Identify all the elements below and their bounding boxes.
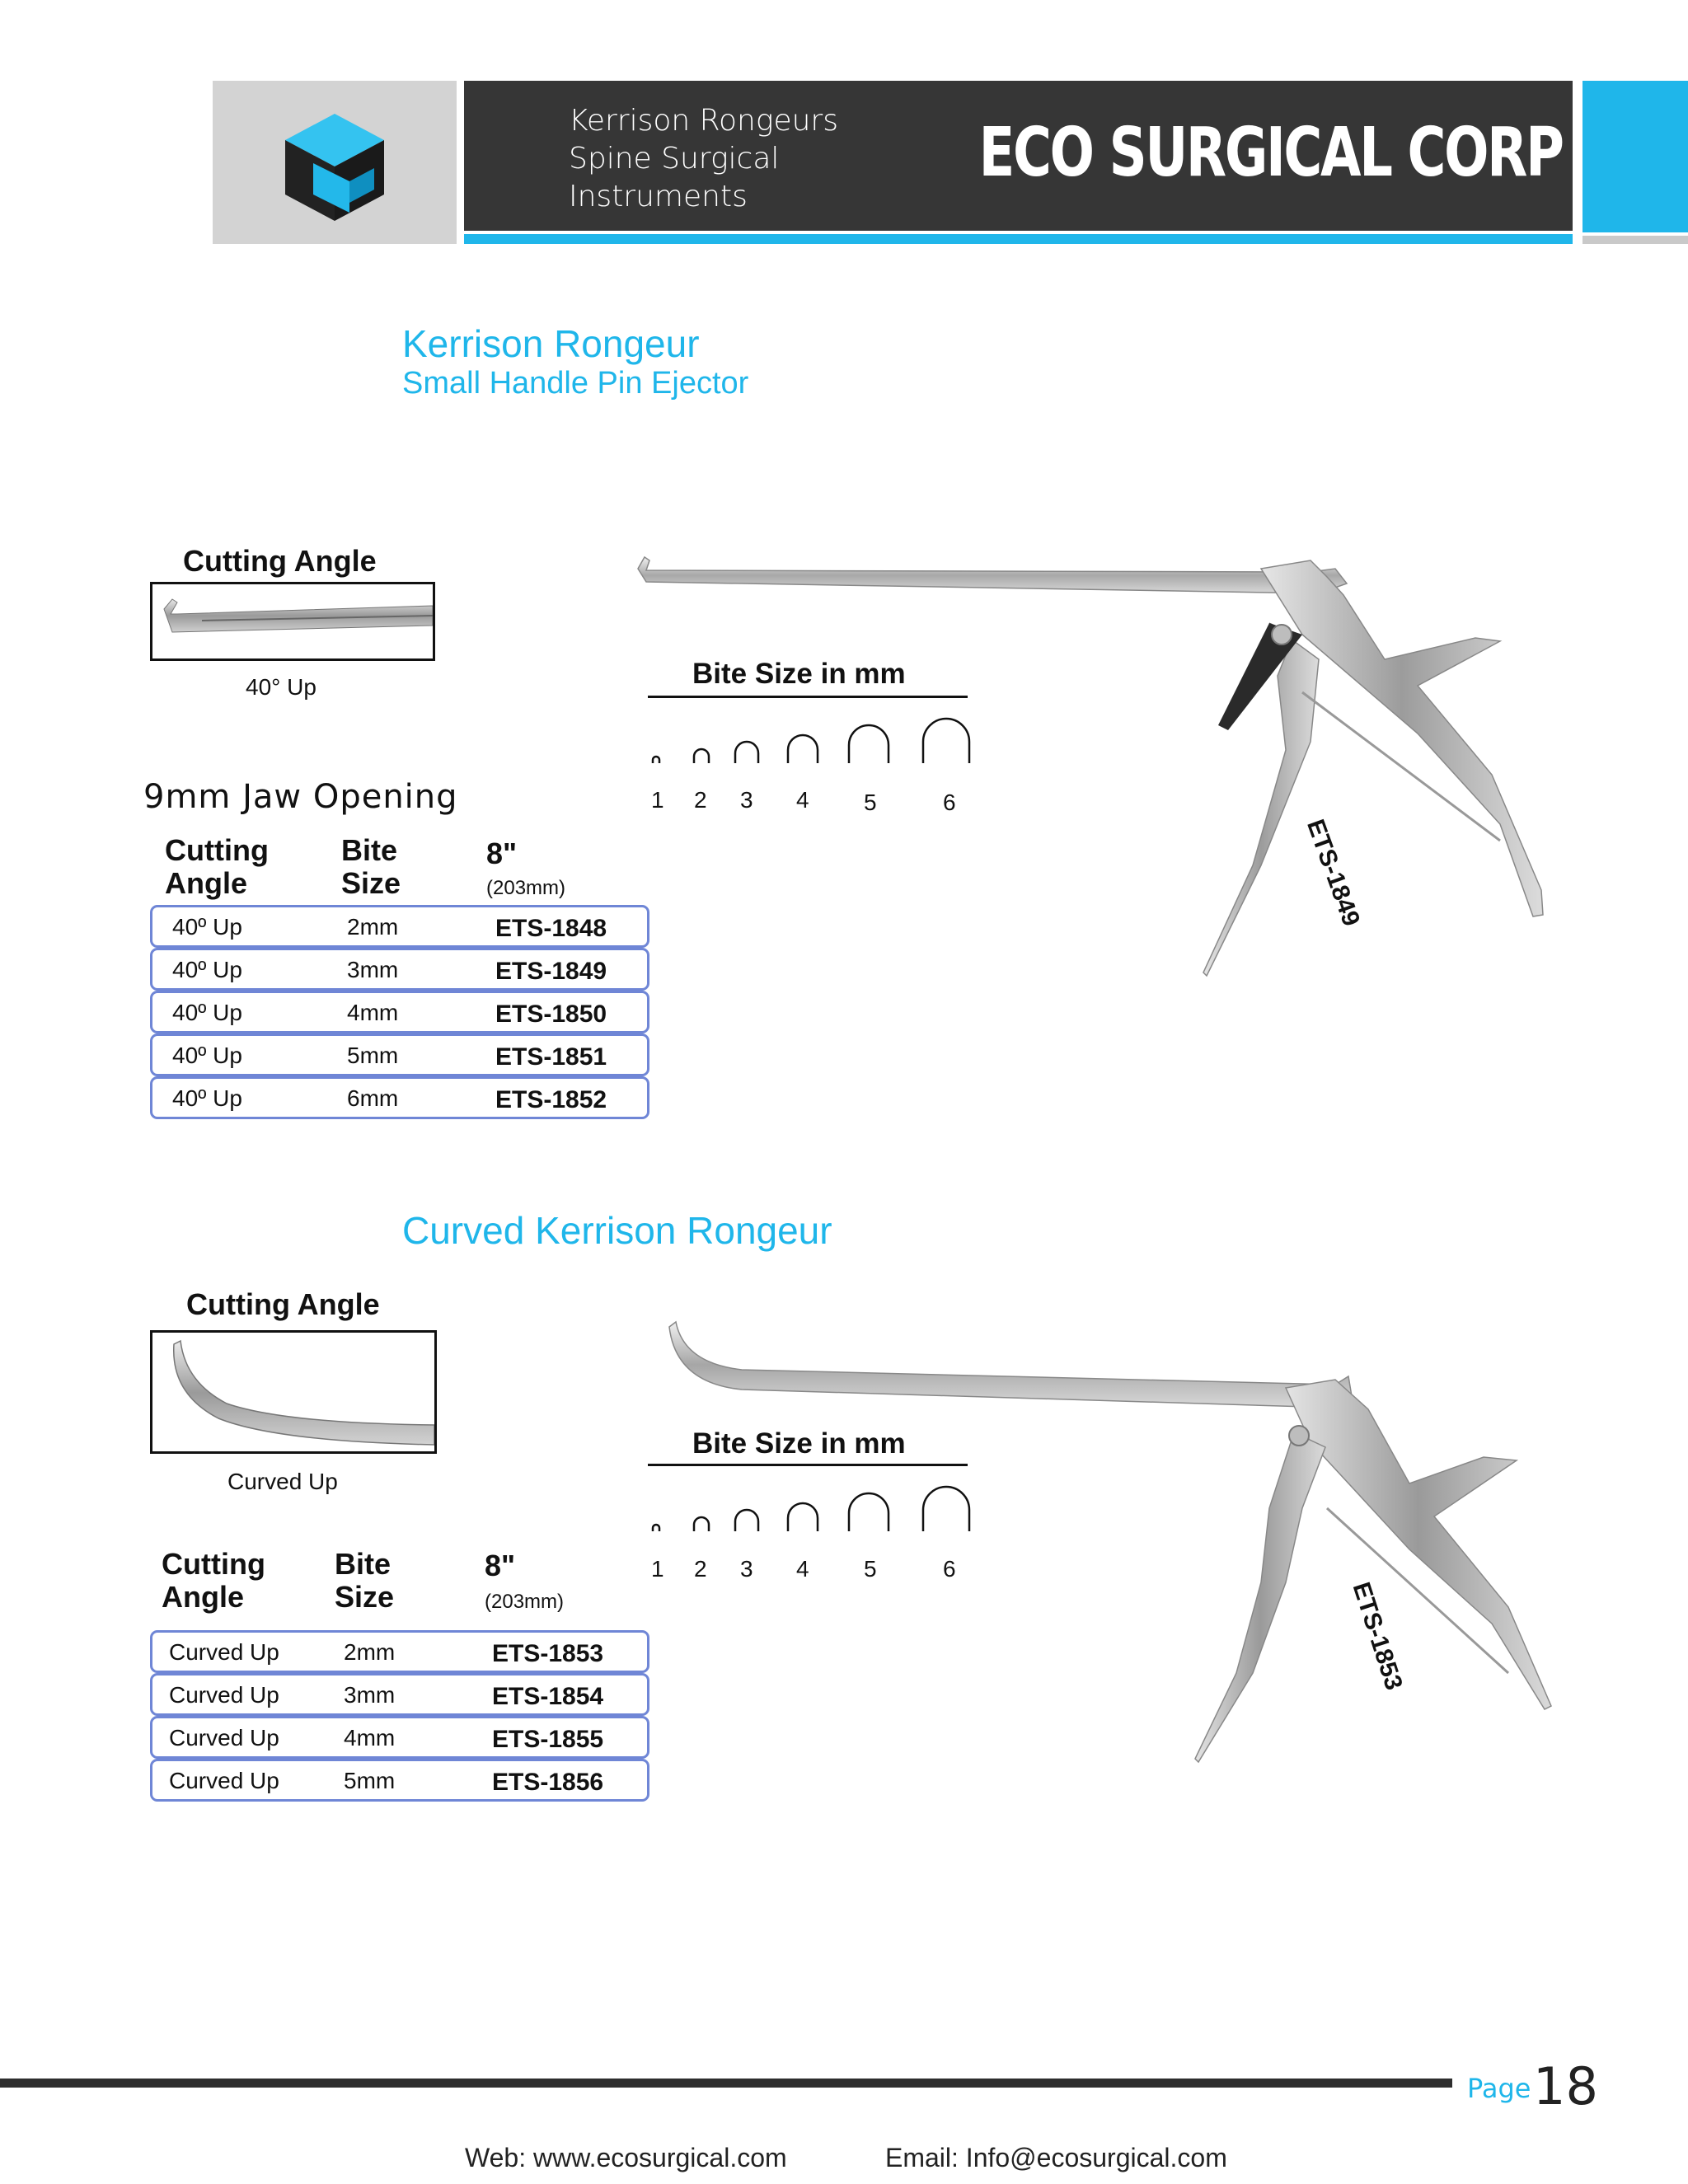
- section1-angle-image: [150, 582, 435, 661]
- bite-num-6: 6: [943, 790, 956, 815]
- row-bite: 4mm: [347, 1000, 399, 1025]
- section1-angle-caption: 40° Up: [246, 674, 316, 700]
- bite-num-1: 1: [651, 787, 664, 813]
- section2-title: Curved Kerrison Rongeur: [402, 1209, 832, 1252]
- curved-kerrison-rongeur-image: [659, 1310, 1566, 1772]
- bite-num-6: 6: [943, 1556, 956, 1582]
- section1-col-bite: [341, 834, 401, 900]
- table-row: [150, 1630, 649, 1673]
- rongeur-tip-40-icon: [152, 584, 433, 658]
- section1-product-label: ETS-1849: [1301, 816, 1366, 930]
- header-subtitle-line-1: Kerrison Rongeurs: [569, 104, 838, 138]
- row-code: ETS-1852: [495, 1086, 607, 1113]
- section2-angle-image: [150, 1330, 437, 1454]
- table-row: [150, 1716, 649, 1759]
- col-bite-line-1: Bite: [341, 833, 398, 867]
- row-angle: Curved Up: [169, 1639, 279, 1665]
- row-angle: 40º Up: [172, 1043, 242, 1068]
- bite-num-5: 5: [864, 790, 877, 815]
- bite-num-4: 4: [796, 1556, 809, 1582]
- header-grey-line: [1582, 236, 1688, 244]
- bite-num-2: 2: [694, 787, 707, 813]
- bite-num-3: 3: [740, 787, 753, 813]
- rongeur-tip-curved-icon: [152, 1333, 434, 1451]
- col-angle-line-1: Cutting: [165, 833, 269, 867]
- row-angle: 40º Up: [172, 914, 242, 940]
- row-code: ETS-1856: [492, 1769, 604, 1796]
- row-bite: 4mm: [344, 1725, 396, 1750]
- footer-web-link[interactable]: Web: www.ecosurgical.com: [465, 2143, 787, 2172]
- row-angle: 40º Up: [172, 957, 242, 982]
- table-row: [150, 905, 649, 948]
- section2-bite-title: Bite Size in mm: [692, 1427, 906, 1460]
- section1-cutting-angle-label: Cutting Angle: [183, 544, 377, 578]
- header-logo-panel: [213, 81, 457, 244]
- section1-subtitle: Small Handle Pin Ejector: [402, 366, 749, 401]
- header-subtitle-line-2: Spine Surgical: [569, 142, 780, 176]
- table-row: [150, 1076, 649, 1119]
- section2-col-size-mm: (203mm): [485, 1591, 565, 1613]
- header-cyan-block: [1582, 81, 1688, 232]
- bite-num-1: 1: [651, 1556, 664, 1582]
- table-row: [150, 948, 649, 991]
- row-code: ETS-1855: [492, 1726, 604, 1753]
- row-code: ETS-1848: [495, 915, 607, 942]
- section1-title: Kerrison Rongeur: [402, 322, 700, 365]
- header-subtitle: [569, 102, 838, 216]
- row-code: ETS-1851: [495, 1043, 607, 1071]
- footer-email-link[interactable]: Email: Info@ecosurgical.com: [885, 2143, 1227, 2172]
- table-row: [150, 1033, 649, 1076]
- section1-col-size-mm: (203mm): [486, 877, 566, 899]
- bite-num-2: 2: [694, 1556, 707, 1582]
- section1-col-angle: [165, 834, 269, 900]
- section2-angle-caption: Curved Up: [227, 1469, 338, 1494]
- row-angle: Curved Up: [169, 1725, 279, 1750]
- company-name: ECO SURGICAL CORP: [979, 114, 1563, 192]
- row-angle: Curved Up: [169, 1768, 279, 1793]
- section1-bite-title: Bite Size in mm: [692, 658, 906, 690]
- header-accent-line: [464, 234, 1573, 244]
- row-code: ETS-1849: [495, 958, 607, 985]
- col-angle-line-2: Angle: [162, 1580, 245, 1614]
- row-angle: Curved Up: [169, 1682, 279, 1708]
- row-code: ETS-1850: [495, 1001, 607, 1028]
- row-bite: 5mm: [344, 1768, 396, 1793]
- page-number: 18: [1533, 2056, 1598, 2116]
- row-code: ETS-1854: [492, 1683, 604, 1710]
- company-logo-icon: [213, 81, 457, 244]
- col-angle-line-2: Angle: [165, 866, 248, 900]
- section2-col-bite: [335, 1548, 394, 1614]
- row-bite: 3mm: [347, 957, 399, 982]
- row-bite: 6mm: [347, 1085, 399, 1111]
- col-angle-line-1: Cutting: [162, 1547, 265, 1581]
- bite-num-3: 3: [740, 1556, 753, 1582]
- kerrison-rongeur-image: [626, 544, 1558, 981]
- col-bite-line-1: Bite: [335, 1547, 392, 1581]
- row-code: ETS-1853: [492, 1640, 604, 1667]
- table-row: [150, 991, 649, 1033]
- page-label: Page: [1467, 2073, 1531, 2104]
- row-bite: 3mm: [344, 1682, 396, 1708]
- row-bite: 5mm: [347, 1043, 399, 1068]
- section2-col-angle: [162, 1548, 265, 1614]
- bite-num-5: 5: [864, 1556, 877, 1582]
- row-angle: 40º Up: [172, 1085, 242, 1111]
- section2-cutting-angle-label: Cutting Angle: [186, 1287, 380, 1321]
- table-row: [150, 1673, 649, 1716]
- col-bite-line-2: Size: [341, 866, 401, 900]
- header-subtitle-line-3: Instruments: [569, 180, 748, 213]
- jaw-opening: 9mm Jaw Opening: [143, 778, 458, 816]
- col-bite-line-2: Size: [335, 1580, 395, 1614]
- footer-bar: [0, 2079, 1452, 2088]
- bite-num-4: 4: [796, 787, 809, 813]
- section1-col-size: 8": [486, 837, 518, 870]
- row-bite: 2mm: [347, 914, 399, 940]
- row-bite: 2mm: [344, 1639, 396, 1665]
- row-angle: 40º Up: [172, 1000, 242, 1025]
- section2-col-size: 8": [485, 1549, 516, 1582]
- section2-product-label: ETS-1853: [1347, 1579, 1408, 1694]
- table-row: [150, 1759, 649, 1802]
